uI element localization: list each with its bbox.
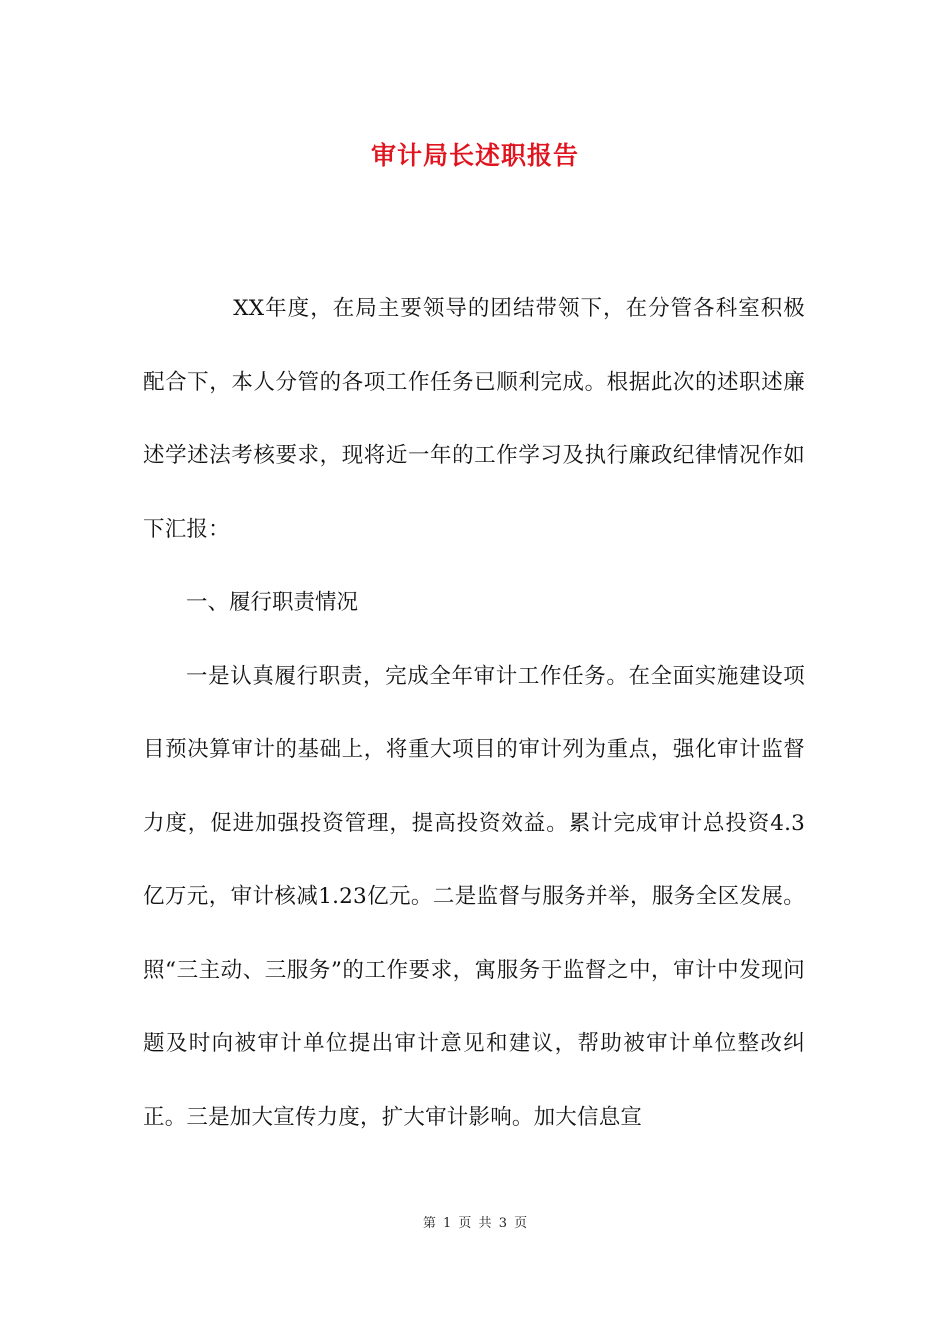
paragraph-duties: 一是认真履行职责，完成全年审计工作任务。在全面实施建设项目预决算审计的基础上，将重大项目的审计列为重点，强化审计监督力度，促进加强投资管理，提高投资效益。累计完成审计总投资4.3亿万元，审计核减1.23亿元。二是监督与服务并举，服务全区发展。照“三主动、三服务”的工作要求，寓服务于监督之中，审计中发现问题及时向被审计单位提出审计意见和建议，帮助被审计单位整改纠正。三是加大宣传力度，扩大审计影响。加大信息宣 — [143, 663, 805, 1130]
paragraph-intro: XX年度，在局主要领导的团结带领下，在分管各科室积极配合下，本人分管的各项工作任务已顺利完成。根据此次的述职述廉述学述法考核要求，现将近一年的工作学习及执行廉政纪律情况作如下汇报： — [143, 296, 805, 542]
page-footer: 第 1 页 共 3 页 — [422, 1216, 528, 1231]
section-heading: 一、履行职责情况 — [186, 590, 359, 615]
document-title: 审计局长述职报告 — [370, 141, 579, 170]
document-body — [143, 272, 805, 1154]
